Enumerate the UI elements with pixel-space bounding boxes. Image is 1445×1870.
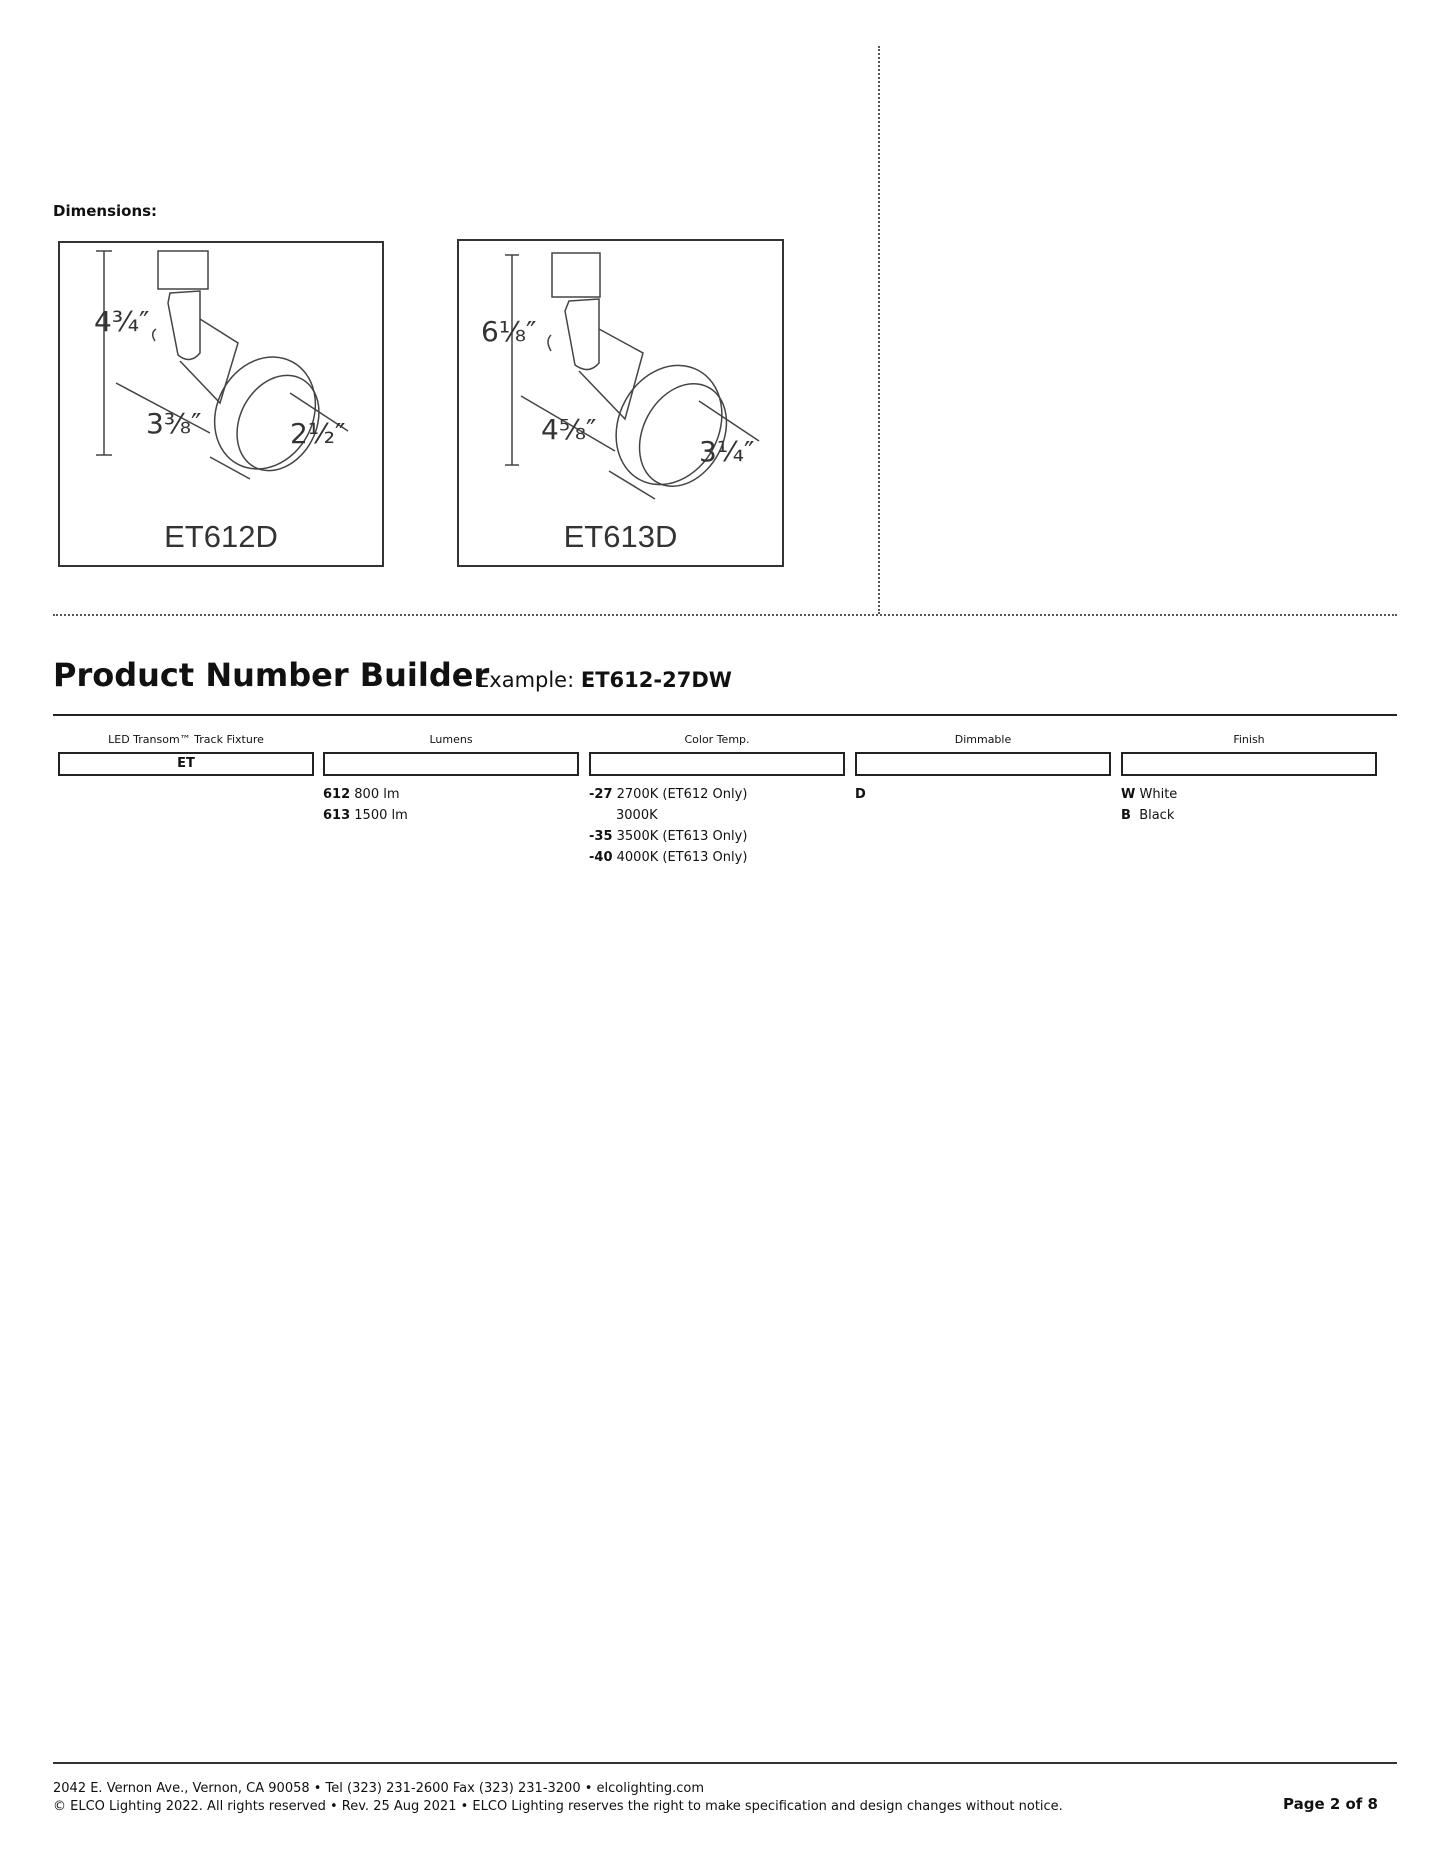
option-row: -40 4000K (ET613 Only)	[589, 850, 748, 865]
diameter-dim-et613d: 3¼″	[699, 435, 755, 468]
height-dim-et613d: 6⅛″	[481, 315, 537, 348]
option-row: -35 3500K (ET613 Only)	[589, 829, 748, 844]
column-divider	[878, 46, 880, 614]
length-dim-et613d: 4⅝″	[541, 413, 597, 446]
page-number: Page 2 of 8	[1283, 1795, 1378, 1813]
option-row: 3000K	[616, 808, 658, 823]
example-code: ET612-27DW	[580, 668, 732, 692]
builder-example	[476, 668, 732, 692]
column-header: Dimmable	[954, 733, 1012, 746]
option-row: W White	[1121, 787, 1178, 802]
height-dim-et612d: 4¾″	[94, 305, 150, 338]
builder-rule	[53, 714, 1397, 716]
builder-title: Product Number Builder	[53, 656, 490, 694]
footer-copyright: © ELCO Lighting 2022. All rights reserved • Rev. 25 Aug 2021 • ELCO Lighting reserves the right to make specification and design changes without notice.	[53, 1799, 1063, 1814]
builder-column-dimmable	[855, 732, 1111, 805]
finish-code-box	[1121, 752, 1377, 776]
builder-column-fixture	[58, 732, 314, 776]
builder-column-lumens	[323, 732, 579, 826]
fixture-drawing-et612d	[60, 243, 382, 565]
section-divider	[53, 614, 1397, 616]
footer-address: 2042 E. Vernon Ave., Vernon, CA 90058 • Tel (323) 231-2600 Fax (323) 231-3200 • elcolighting.com	[53, 1781, 705, 1796]
option-row: B Black	[1121, 808, 1175, 823]
column-header: LED Transom™ Track Fixture	[108, 733, 264, 746]
model-label-et612d: ET612D	[164, 519, 278, 554]
fixture-drawing-et613d	[459, 241, 782, 565]
dimmable-code-box	[855, 752, 1111, 776]
option-row: 613 1500 lm	[323, 808, 408, 823]
lumens-code-box	[323, 752, 579, 776]
column-header: Lumens	[429, 733, 473, 746]
diameter-dim-et612d: 2½″	[290, 417, 346, 450]
builder-column-finish	[1121, 732, 1377, 826]
color-temp-code-box	[589, 752, 845, 776]
example-prefix: Example:	[476, 668, 575, 692]
option-row: D	[855, 787, 866, 802]
model-label-et613d: ET613D	[563, 519, 678, 554]
column-header: Color Temp.	[684, 733, 750, 746]
dimensions-label: Dimensions:	[53, 202, 158, 220]
builder-column-color-temp	[589, 732, 845, 868]
diagram-et613d	[457, 239, 784, 567]
option-row: 612 800 lm	[323, 787, 400, 802]
column-header: Finish	[1233, 733, 1265, 746]
length-dim-et612d: 3⅜″	[146, 407, 202, 440]
footer-rule	[53, 1762, 1397, 1764]
diagram-et612d	[58, 241, 384, 567]
option-row: -27 2700K (ET612 Only)	[589, 787, 748, 802]
fixture-code-box: ET	[58, 752, 314, 776]
